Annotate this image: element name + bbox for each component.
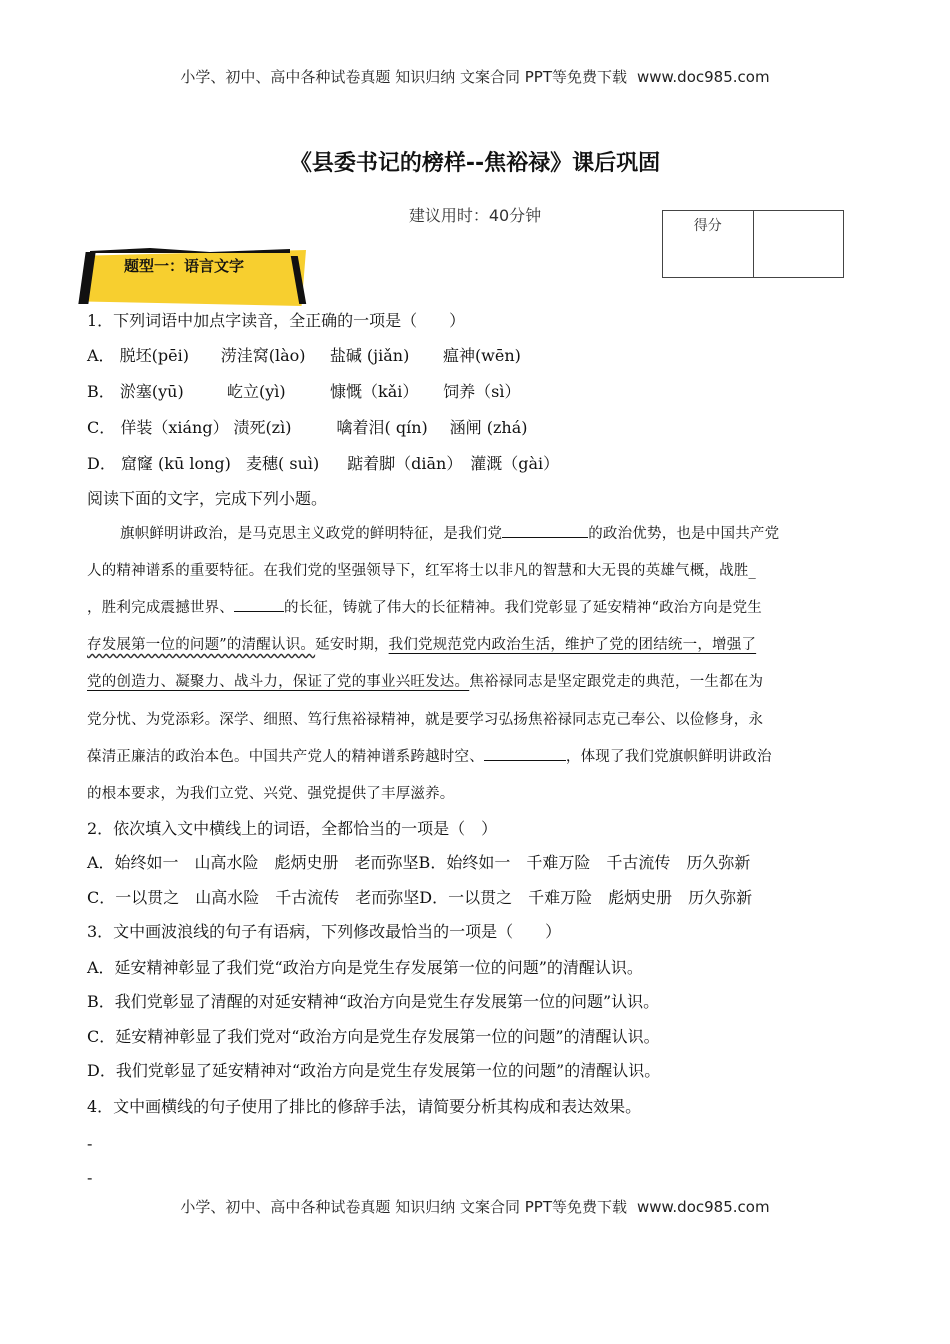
q3-option-a[interactable]: A．延安精神彰显了我们党“政治方向是党生存发展第一位的问题”的清醒认识。 (87, 958, 643, 977)
q2-options-cd[interactable]: C．一以贯之 山高水险 千古流传 老而弥坚D．一以贯之 千难万险 彪炳史册 历久弥新 (87, 888, 753, 907)
blank-3[interactable] (234, 597, 284, 612)
document-title: 《县委书记的榜样--焦裕禄》课后巩固 (289, 151, 661, 176)
passage-text: 旗帜鲜明讲政治，是马克思主义政党的鲜明特征，是我们党 (120, 526, 503, 542)
suggested-time: 建议用时：40分钟 (408, 206, 542, 225)
reading-instruction: 阅读下面的文字，完成下列小题。 (87, 489, 328, 508)
section-title: 题型一：语言文字 (124, 257, 245, 275)
footer-url[interactable]: www.doc985.com (636, 1198, 770, 1216)
header-text: 小学、初中、高中各种试卷真题 知识归纳 文案合同 PPT等免费下载 (180, 68, 627, 86)
score-box (662, 210, 844, 278)
option-letter: D． (87, 454, 116, 473)
q1-option-b[interactable] (87, 379, 520, 402)
option-letter: A． (87, 346, 115, 365)
q1-b-word1: 淤塞(yū) (119, 382, 184, 401)
page-header (0, 66, 950, 87)
q2-options-ab[interactable]: A．始终如一 山高水险 彪炳史册 老而弥坚B．始终如一 千难万险 千古流传 历久弥新 (87, 853, 751, 872)
q1-b-word4: 饲养（sì） (443, 382, 521, 401)
passage-text: ，胜利完成震撼世界、 (87, 600, 234, 616)
q1-c-word4: 涵闸 (zhá) (449, 418, 528, 437)
q1-option-d[interactable] (87, 451, 559, 474)
passage-line-7 (87, 745, 857, 766)
page-footer (0, 1196, 950, 1217)
footer-text: 小学、初中、高中各种试卷真题 知识归纳 文案合同 PPT等免费下载 (180, 1198, 627, 1216)
q3-option-b[interactable]: B．我们党彰显了清醒的对延安精神“政治方向是党生存发展第一位的问题”认识。 (87, 992, 660, 1011)
score-label: 得分 (693, 218, 722, 234)
q1-c-word2: 渍死(zì) (233, 418, 292, 437)
passage-line-3 (87, 596, 857, 617)
underlined-sentence: 党的创造力、凝聚力、战斗力，保证了党的事业兴旺发达。 (87, 674, 470, 690)
passage-text: 的政治优势，也是中国共产党 (588, 526, 780, 542)
passage-text: ，体现了我们党旗帜鲜明讲政治 (565, 749, 772, 765)
q1-a-word3: 盐碱 (jiǎn) (329, 346, 410, 365)
option-letter: C． (87, 418, 116, 437)
passage-line-5 (87, 670, 857, 691)
passage-text: 葆清正廉洁的政治本色。中国共产党人的精神谱系跨越时空、 (87, 749, 484, 765)
passage-text: 的长征，铸就了伟大的长征精神。我们党彰显了延安精神“政治方向是党生 (284, 600, 763, 616)
answer-line-1[interactable]: - (87, 1134, 93, 1153)
passage-line-6: 党分忧、为党添彩。深学、细照、笃行焦裕禄精神，就是要学习弘扬焦裕禄同志克己奉公、以俭修身，永 (87, 712, 764, 728)
q4-stem: 4．文中画横线的句子使用了排比的修辞手法，请简要分析其构成和表达效果。 (87, 1097, 642, 1116)
q1-d-word3: 踮着脚（diān） (347, 454, 463, 473)
passage-line-1 (120, 522, 890, 543)
header-url[interactable]: www.doc985.com (636, 68, 770, 86)
passage-line-8: 的根本要求，为我们立党、兴党、强党提供了丰厚滋养。 (87, 786, 455, 802)
blank-4[interactable] (484, 746, 566, 761)
passage-text: 延安时期， (315, 637, 389, 653)
banner-brush-mark (90, 248, 290, 253)
q1-option-c[interactable] (87, 415, 527, 438)
passage-text: 人的精神谱系的重要特征。在我们党的坚强领导下，红军将士以非凡的智慧和大无畏的英雄气概，战胜 (87, 563, 749, 579)
section-banner (84, 250, 306, 306)
q1-c-word3: 噙着泪( qín) (336, 418, 428, 437)
passage-text: 焦裕禄同志是坚定跟党走的典范，一生都在为 (469, 674, 764, 690)
blank-2[interactable]: _ (748, 563, 756, 579)
q1-d-word4: 灌溉（gài） (470, 454, 560, 473)
q1-b-word3: 慷慨（kǎi） (330, 382, 419, 401)
option-letter: B． (87, 382, 115, 401)
blank-1[interactable] (502, 523, 588, 538)
underlined-sentence: 我们党规范党内政治生活，维护了党的团结统一，增强了 (388, 637, 757, 653)
q2-stem: 2．依次填入文中横线上的词语，全都恰当的一项是（ ） (87, 819, 498, 838)
q1-d-word1: 窟窿 (kū long) (120, 454, 231, 473)
q1-stem: 1．下列词语中加点字读音，全正确的一项是（ ） (87, 311, 466, 330)
answer-line-2[interactable]: - (87, 1168, 93, 1187)
q1-a-word1: 脱坯(pēi) (119, 346, 189, 365)
q1-a-word4: 瘟神(wēn) (442, 346, 521, 365)
passage-line-2 (87, 559, 857, 580)
q3-option-c[interactable]: C．延安精神彰显了我们党对“政治方向是党生存发展第一位的问题”的清醒认识。 (87, 1027, 660, 1046)
score-value-field[interactable] (753, 211, 844, 277)
q1-a-word2: 涝洼窝(lào) (220, 346, 306, 365)
q1-d-word2: 麦穗( suì) (246, 454, 320, 473)
q1-b-word2: 屹立(yì) (226, 382, 286, 401)
q1-c-word1: 佯装（xiáng） (120, 418, 229, 437)
q3-stem: 3．文中画波浪线的句子有语病，下列修改最恰当的一项是（ ） (87, 922, 562, 941)
passage-line-4 (87, 633, 857, 654)
q1-option-a[interactable] (87, 343, 521, 366)
wavy-underlined-sentence: 存发展第一位的问题”的清醒认识。 (87, 637, 316, 653)
q3-option-d[interactable]: D．我们党彰显了延安精神对“政治方向是党生存发展第一位的问题”的清醒认识。 (87, 1061, 661, 1080)
